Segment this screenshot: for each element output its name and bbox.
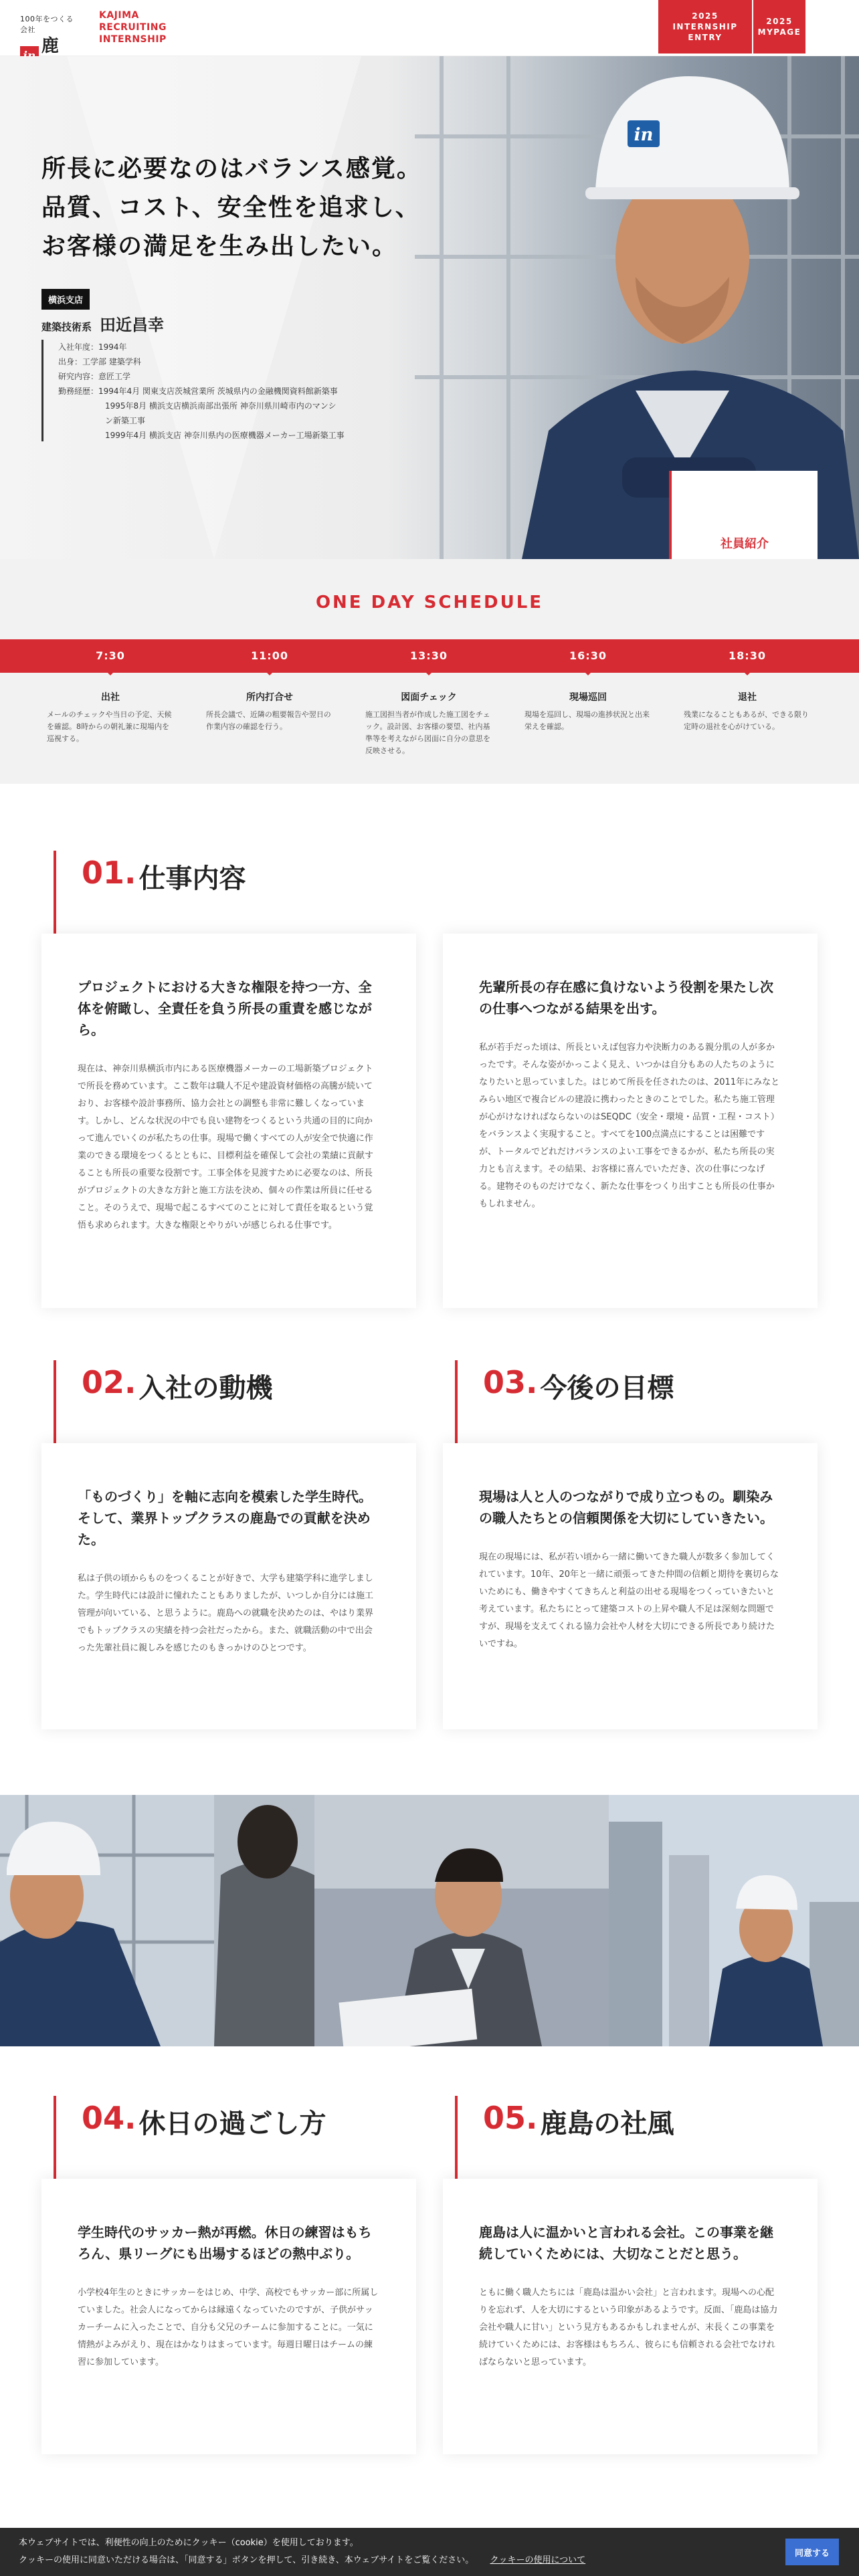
hero-section [0, 56, 859, 559]
section-title: 鹿島の社風 [540, 2109, 674, 2139]
employee-name-block [41, 312, 164, 335]
mypage-year: 2025 [766, 17, 793, 26]
logo-tagline: 100年をつくる会社 [20, 15, 74, 34]
profile-faculty: 出身：工学部 建築学科 [58, 357, 141, 366]
cookie-text-line2 [19, 2552, 840, 2569]
card-lead: 先輩所長の存在感に負けないよう役割を果たし次の仕事へつながる結果を出す。 [479, 979, 773, 1016]
recruit-line3: INTERNSHIP [99, 34, 167, 45]
internship-entry-button[interactable] [658, 0, 752, 53]
section-number: 01. [82, 855, 136, 891]
section-title: 入社の動機 [138, 1373, 273, 1404]
section-number: 04. [82, 2100, 136, 2136]
content-card [41, 2179, 416, 2454]
card-lead: プロジェクトにおける大きな権限を持つ一方、全体を俯瞰し、全責任を負う所長の重責を感じながら。 [78, 979, 372, 1038]
schedule-item [201, 639, 339, 733]
card-body: ともに働く職人たちには「鹿島は温かい会社」と言われます。現場への心配りを忘れず、人を大切にするという印象があるようです。反面、「鹿島は協力会社や職人に甘い」という見方もあるかもしれませんが、末長くこの事業を続けていくためには、お客様はもちろん、彼らにも信頼される会社でなければならないと思っています。 [479, 2288, 778, 2367]
photo-site-buildings [609, 1795, 859, 2046]
section-title: 今後の目標 [540, 1373, 674, 1404]
card-lead: 鹿島は人に温かいと言われる会社。この事業を継続していくためには、大切なことだと思う。 [479, 2224, 773, 2262]
card-body: 現在の現場には、私が若い頃から一緒に働いてきた職人が数多く参加してくれています。10年、20年と一緒に頑張ってきた仲間の信頼と期待を裏切らないためにも、働きやすくてきちんと利益の出せる現場をつくっていきたいと考えています。私たちにとって建築コストの上昇や職人不足は深刻な問題ですが、現場を支えてくれる協力会社や人材を大切にできる所長であり続けたいですね。 [479, 1552, 779, 1649]
schedule-item [41, 639, 179, 745]
profile-career-item: ン新築工事 [105, 416, 146, 425]
schedule-item [360, 639, 498, 757]
photo-helmet-worker [0, 1795, 214, 2046]
profile-career-item: 1995年8月 横浜支店横浜南部出張所 神奈川県川崎市内のマンシ [105, 401, 337, 411]
catch-line1: 所長に必要なのはバランス感覚。 [41, 155, 422, 183]
cookie-banner [0, 2528, 859, 2576]
schedule-time: 11:00 [201, 639, 339, 673]
card-body: 私は子供の頃からものをつくることが好きで、大学も建築学科に進学しました。学生時代には設計に憧れたこともありましたが、いつしか自分には施工管理が向いている、と思うように。鹿島への就職を決めたのは、やはり業界でもトップクラスの実績を持つ会社だったから。また、就職活動の中で出会った先輩社員に親しみを感じたのもきっかけのひとつです。 [78, 1574, 374, 1653]
schedule-desc: メールのチェックや当日の予定、天候を確認。8時からの朝礼兼に現場内を巡視する。 [47, 710, 172, 743]
mypage-button[interactable] [753, 0, 805, 53]
profile-career: 勤務経歴：1994年4月 関東支店茨城営業所 茨城県内の金融機関資料館新築事 [58, 387, 338, 396]
schedule-time: 13:30 [360, 639, 498, 673]
schedule-desc: 残業になることもあるが、できる限り定時の退社を心がけている。 [684, 710, 809, 731]
profile-research: 研究内容：意匠工学 [58, 372, 131, 381]
content-card [443, 2179, 818, 2454]
cookie-accept-button[interactable]: 同意する [785, 2539, 839, 2565]
cookie-text-line1: 本ウェブサイトでは、利便性の向上のためにクッキー（cookie）を使用しております。 [19, 2538, 359, 2548]
recruit-line1: KAJIMA [99, 10, 139, 21]
recruit-line2: RECRUITING [99, 22, 167, 33]
schedule-desc: 現場を巡回し、現場の進捗状況と出来栄えを確認。 [524, 710, 650, 731]
schedule-desc: 施工図担当者が作成した施工図をチェック。設計図、お客様の要望、社内基準等を考えながら図面に自分の意思を反映させる。 [365, 710, 490, 755]
card-lead: 「ものづくり」を軸に志向を模索した学生時代。そして、業界トップクラスの鹿島での貢献を決めた。 [78, 1489, 372, 1547]
section-title: 仕事内容 [138, 863, 246, 894]
entry-label: INTERNSHIP [672, 22, 738, 31]
hero-catchphrase [41, 150, 422, 266]
card-lead: 学生時代のサッカー熱が再燃。休日の練習はもちろん、県リーグにも出場するほどの熱中ぶり。 [78, 2224, 372, 2262]
card-body: 現在は、神奈川県横浜市内にある医療機器メーカーの工場新築プロジェクトで所長を務めています。ここ数年は職人不足や建設資材価格の高騰が続いており、お客様や設計事務所、協力会社との調整も非常に難しくなっています。しかし、どんな状況の中でも良い建物をつくるという共通の目的に向かって進んでいくのが私たちの仕事。現場で働くすべての人が安全で快適に作業のできる環境をつくるとともに、目標利益を確保して会社の業績に貢献することも所長の重要な役割です。工事全体を見渡すために必要なのは、所長がプロジェクトの大きな方針と施工方法を決め、個々の作業は所員に任せること。そのうえで、現場で起こるすべてのことに対して責任を取るという覚悟も求められます。大きな権限とやりがいが感じられる仕事です。 [78, 1064, 374, 1230]
schedule-time: 7:30 [41, 639, 179, 673]
section-number: 02. [82, 1364, 136, 1400]
staff-intro-link[interactable]: 社員紹介 [669, 471, 818, 559]
section-title: 休日の過ごし方 [138, 2109, 326, 2139]
schedule-time: 18:30 [678, 639, 816, 673]
kajima-logo[interactable] [20, 13, 74, 56]
section-number: 03. [483, 1364, 538, 1400]
cookie-text: クッキーの使用に同意いただける場合は、「同意する」ボタンを押して、引き続き、本ウェブサイトをご覧ください。 [19, 2555, 474, 2565]
card-lead: 現場は人と人のつながりで成り立つもの。馴染みの職人たちとの信頼関係を大切にしていきたい。 [479, 1489, 773, 1526]
profile-career-item: 1999年4月 横浜支店 神奈川県内の医療機器メーカー工場新築工事 [105, 431, 345, 440]
employee-name: 田近昌幸 [100, 316, 165, 334]
svg-text:in: in [634, 125, 654, 145]
content-card [41, 934, 416, 1308]
entry-year: 2025 [692, 11, 719, 21]
hero-v-shape [67, 56, 361, 559]
section-number: 05. [483, 2100, 538, 2136]
schedule-time: 16:30 [519, 639, 657, 673]
schedule-label: 退社 [738, 692, 757, 703]
schedule-item [519, 639, 657, 733]
employee-profile [41, 340, 376, 441]
recruiting-internship-label[interactable] [99, 9, 167, 45]
schedule-desc: 所長会議で、近隣の粗要報告や翌日の作業内容の確認を行う。 [206, 710, 331, 731]
catch-line2: 品質、コスト、安全性を追求し、 [41, 194, 421, 221]
card-body: 私が若手だった頃は、所長といえば包容力や決断力のある親分肌の人が多かったです。そんな姿がかっこよく見え、いつかは自分もあの人たちのようになりたいと思っていました。はじめて所長を任されたのは、2011年にみなとみらい地区で複合ビルの建設に携わったときのことでした。私たち施工管理が心がけなければならないのはSEQDC（安全・環境・品質・工程・コスト）をバランスよく実現すること。すべてを100点満点にすることは困難ですが、トータルでどれだけバランスのよい工事をできるかが、私たち所長の実力とも言えます。その結果、お客様に喜んでいただき、次の仕事につなげる。建物そのものだけでなく、新たな仕事をつくり出すことも所長の仕事かもしれません。 [479, 1043, 780, 1209]
content-card [443, 934, 818, 1308]
catch-line3: お客様の満足を生み出したい。 [41, 233, 398, 260]
one-day-schedule [0, 559, 859, 784]
photo-strip [0, 1795, 859, 2046]
employee-role: 建築技術系 [41, 321, 92, 333]
photo-meeting [314, 1795, 609, 2046]
schedule-label: 所内打合せ [246, 692, 293, 703]
photo-back-view [214, 1795, 314, 2046]
schedule-item [678, 639, 816, 733]
schedule-label: 図面チェック [401, 692, 457, 703]
card-body: 小学校4年生のときにサッカーをはじめ、中学、高校でもサッカー部に所属していました。社会人になってからは縁遠くなっていたのですが、子供がサッカーチームに入ったことで、自分も父兄のチームに参加することに。一気に情熱がよみがえり、現在はかなりはまっています。毎週日曜日はチームの練習に参加しています。 [78, 2288, 379, 2367]
site-header [0, 0, 859, 56]
mypage-label: MYPAGE [757, 27, 801, 37]
profile-year: 入社年度：1994年 [58, 342, 127, 352]
content-card [41, 1443, 416, 1729]
entry-word: ENTRY [688, 33, 723, 42]
branch-badge: 横浜支店 [41, 289, 90, 310]
logo-kanji: 鹿 [41, 36, 59, 56]
content-card [443, 1443, 818, 1729]
schedule-title: ONE DAY SCHEDULE [315, 593, 544, 613]
schedule-label: 出社 [101, 692, 120, 703]
cookie-policy-link[interactable]: クッキーの使用について [490, 2555, 586, 2565]
schedule-label: 現場巡回 [569, 692, 607, 703]
